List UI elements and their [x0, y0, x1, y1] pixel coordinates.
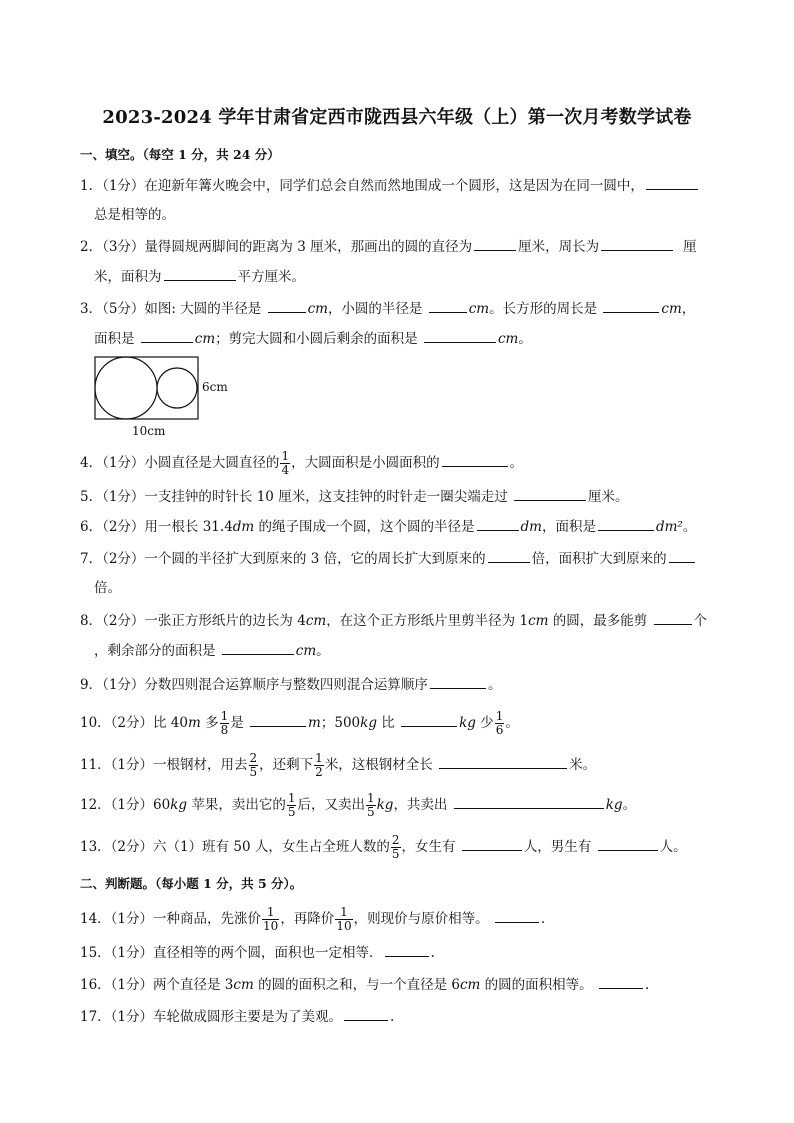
unit-label: dm: [520, 519, 542, 535]
question-15: [80, 942, 720, 963]
question-text: .: [644, 977, 650, 993]
question-text: 平方厘米。: [237, 269, 305, 285]
unit-label: cm: [305, 613, 327, 629]
answer-blank[interactable]: [488, 548, 530, 563]
fraction: [280, 450, 290, 477]
unit-label: kg: [459, 715, 476, 731]
question-11: [80, 752, 720, 779]
question-1-cont: [94, 205, 734, 225]
fraction: [220, 710, 230, 737]
answer-blank[interactable]: [430, 674, 486, 689]
question-16: [80, 974, 720, 995]
fraction: [495, 710, 505, 737]
question-text: 厘米。: [587, 489, 629, 505]
question-text: 14．（1分）一种商品，先涨价: [80, 911, 262, 927]
question-text: 的圆的面积之和，与一个直径是 6: [253, 977, 460, 993]
question-text: 是: [230, 715, 249, 731]
fraction: [335, 906, 352, 933]
figure-side-label: 6cm: [202, 380, 228, 394]
question-text: 4．（1分）小圆直径是大圆直径的: [80, 455, 280, 471]
fraction-denominator: 10: [336, 919, 352, 933]
question-text: .: [430, 945, 435, 961]
question-text: 的圆的面积相等。: [480, 977, 597, 993]
fraction-numerator: 2: [391, 833, 400, 847]
question-text: 厘: [683, 239, 697, 255]
fraction-denominator: 6: [495, 723, 504, 737]
question-text: ，则现价与原价相等。: [353, 911, 493, 927]
fraction-numerator: 1: [315, 751, 323, 765]
question-text: ，在这个正方形纸片里剪半径为 1: [326, 613, 529, 629]
unit-label: kg: [605, 797, 623, 813]
question-10: [80, 710, 720, 737]
unit-label: cm: [233, 977, 254, 993]
question-text: 5．（1分）一支挂钟的时针长 10 厘米，这支挂钟的时针走一圈尖端走过: [80, 489, 512, 505]
question-4: [80, 450, 720, 477]
question-text: 10．（2分）比 40: [80, 715, 188, 731]
question-text: .: [540, 911, 546, 927]
question-text: ，共卖出: [393, 797, 452, 813]
page-title: 2023-2024 学年甘肃省定西市陇西县六年级（上）第一次月考数学试卷: [102, 107, 692, 128]
question-14: [80, 906, 720, 933]
fraction-denominator: 5: [287, 805, 296, 819]
question-text: ，大圆面积是小圆面积的: [291, 455, 440, 471]
answer-blank[interactable]: [141, 328, 193, 343]
question-1: [80, 175, 720, 196]
question-text: 13．（2分）六（1）班有 50 人，女生占全班人数的: [80, 839, 390, 855]
section-heading-true-false: 二、判断题。（每小题 1 分，共 5 分）。: [80, 876, 303, 891]
fraction: [249, 752, 259, 779]
answer-blank[interactable]: [439, 754, 567, 769]
question-text: 面积是: [94, 331, 139, 347]
question-7-cont: [94, 578, 734, 598]
answer-blank[interactable]: [222, 640, 294, 655]
fraction-denominator: 4: [281, 463, 290, 477]
unit-label: cm: [468, 301, 490, 317]
answer-blank[interactable]: [603, 298, 659, 313]
question-text: 厘米，周长为: [518, 239, 600, 255]
question-text: 17．（1分）车轮做成圆形主要是为了美观。: [80, 1009, 343, 1025]
question-text: 2．（3分）量得圆规两脚间的距离为 3 厘米，那画出的圆的直径为: [80, 239, 473, 255]
fraction-denominator: 10: [263, 919, 279, 933]
answer-blank[interactable]: [442, 452, 508, 467]
question-text: 3．（5分）如图: 大圆的半径是: [80, 301, 266, 317]
question-text: 6．（2分）用一根长 31.4: [80, 519, 233, 535]
question-text: 总是相等的。: [94, 207, 175, 223]
question-text: 。: [509, 455, 524, 471]
question-text: 苹果，卖出它的: [187, 797, 286, 813]
question-text: 。: [487, 677, 502, 693]
question-9: [80, 674, 720, 695]
question-text: ，再降价: [280, 911, 335, 927]
unit-label: m: [308, 715, 321, 731]
fraction-numerator: 1: [335, 906, 352, 920]
unit-label: cm: [307, 301, 328, 317]
unit-label: cm: [194, 331, 216, 347]
fraction: [391, 834, 401, 861]
answer-blank[interactable]: [654, 610, 692, 625]
question-text: 。: [316, 643, 330, 659]
question-text: 。: [622, 797, 637, 813]
question-text: 比: [376, 715, 400, 731]
unit-label: kg: [376, 797, 394, 813]
question-13: [80, 834, 720, 861]
question-8: [80, 610, 720, 631]
question-text: 的圆，最多能剪: [548, 613, 652, 629]
unit-label: kg: [360, 715, 377, 731]
question-2: [80, 236, 720, 257]
question-text: 多: [200, 715, 219, 731]
fraction: [366, 792, 376, 819]
section-heading-fill-blank: 一、填空。（每空 1 分，共 24 分）: [80, 147, 280, 162]
fraction-denominator: 5: [249, 765, 258, 779]
question-text: 倍。: [94, 580, 121, 596]
unit-label: cm: [661, 301, 682, 317]
rectangle-circles-figure: [94, 356, 244, 438]
fraction-numerator: 1: [262, 906, 279, 920]
question-text: 米。: [569, 757, 597, 773]
question-text: 。: [505, 715, 519, 731]
unit-label: cm: [295, 643, 317, 659]
figure-bottom-label: 10cm: [132, 424, 166, 438]
unit-label: cm: [497, 331, 519, 347]
answer-blank[interactable]: [424, 328, 496, 343]
question-12: [80, 792, 720, 819]
answer-blank[interactable]: [401, 712, 457, 727]
question-text: 9．（1分）分数四则混合运算顺序与整数四则混合运算顺序: [80, 677, 428, 693]
fraction: [287, 792, 297, 819]
question-17: [80, 1006, 720, 1027]
question-text: 个: [693, 613, 708, 629]
answer-blank[interactable]: [669, 548, 695, 563]
question-3: [80, 298, 720, 319]
fraction-numerator: 1: [495, 709, 504, 723]
question-text: 7．（2分）一个圆的半径扩大到原来的 3 倍，它的周长扩大到原来的: [80, 551, 486, 567]
fraction-numerator: 1: [366, 791, 375, 805]
answer-blank[interactable]: [474, 236, 516, 251]
answer-blank[interactable]: [429, 298, 467, 313]
answer-blank[interactable]: [477, 516, 519, 531]
question-text: 。长方形的周长是: [489, 301, 602, 317]
answer-blank[interactable]: [268, 298, 306, 313]
answer-blank[interactable]: [598, 516, 654, 531]
question-text: 人，男生有: [523, 839, 596, 855]
answer-blank[interactable]: [385, 942, 429, 957]
question-text: 11．（1分）一根钢材，用去: [80, 757, 248, 773]
question-text: 8．（2分）一张正方形纸片的边长为 4: [80, 613, 306, 629]
question-text: 。: [518, 331, 532, 347]
question-8-cont: [94, 640, 734, 661]
answer-blank[interactable]: [164, 266, 236, 281]
fraction-denominator: 2: [315, 765, 323, 779]
unit-label: kg: [170, 797, 188, 813]
question-text: 倍，面积扩大到原来的: [531, 551, 667, 567]
rectangle-outline: [95, 357, 198, 419]
question-text: ，女生有: [401, 839, 460, 855]
question-5: [80, 486, 720, 507]
question-2-cont: [94, 266, 734, 287]
answer-blank[interactable]: [344, 1006, 388, 1021]
fraction: [262, 906, 279, 933]
question-text: 16．（1分）两个直径是 3: [80, 977, 234, 993]
answer-blank[interactable]: [250, 712, 306, 727]
question-text: 米，这根钢材全长: [324, 757, 438, 773]
question-text: ，剩余部分的面积是: [94, 643, 220, 659]
question-text: 15．（1分）直径相等的两个圆，面积也一定相等．: [80, 945, 383, 961]
question-text: ，还剩下: [259, 757, 314, 773]
question-text: ；500: [320, 715, 361, 731]
question-text: 后，又卖出: [297, 797, 365, 813]
question-text: ，小圆的半径是: [327, 301, 427, 317]
large-circle: [95, 357, 157, 419]
question-3-cont: [94, 328, 734, 349]
question-text: ，面积是: [541, 519, 596, 535]
answer-blank[interactable]: [454, 794, 604, 809]
question-text: 12．（1分）60: [80, 797, 171, 813]
small-circle: [157, 368, 197, 408]
answer-blank[interactable]: [601, 236, 673, 251]
question-text: ；剪完大圆和小圆后剩余的面积是: [215, 331, 422, 347]
fraction-denominator: 5: [391, 847, 400, 861]
answer-blank[interactable]: [462, 836, 522, 851]
answer-blank[interactable]: [598, 836, 658, 851]
unit-label: cm: [528, 613, 549, 629]
fraction: [314, 752, 324, 779]
fraction-numerator: 1: [281, 449, 290, 463]
unit-label: cm: [459, 977, 481, 993]
question-6: [80, 516, 720, 537]
fraction-numerator: 2: [249, 751, 258, 765]
unit-label: dm: [232, 519, 255, 535]
question-text: 人。: [659, 839, 687, 855]
answer-blank[interactable]: [514, 486, 586, 501]
answer-blank[interactable]: [495, 908, 539, 923]
answer-blank[interactable]: [599, 974, 643, 989]
fraction-denominator: 8: [220, 723, 229, 737]
question-7: [80, 548, 720, 569]
question-text: .: [390, 1009, 395, 1025]
question-text: 米，面积为: [94, 269, 162, 285]
question-text: 的绳子围成一个圆，这个圆的半径是: [254, 519, 475, 535]
unit-label: dm²: [655, 519, 683, 535]
fraction-numerator: 1: [287, 791, 296, 805]
fraction-numerator: 1: [220, 709, 229, 723]
question-text: 少: [475, 715, 494, 731]
question-text: 1．（1分）在迎新年篝火晚会中，同学们总会自然而然地围成一个圆形，这是因为在同一圆中，: [80, 178, 644, 194]
fraction-denominator: 5: [366, 805, 375, 819]
unit-label: m: [188, 715, 201, 731]
question-text: 。: [682, 519, 697, 535]
question-text: ，: [681, 301, 696, 317]
answer-blank[interactable]: [646, 175, 698, 190]
